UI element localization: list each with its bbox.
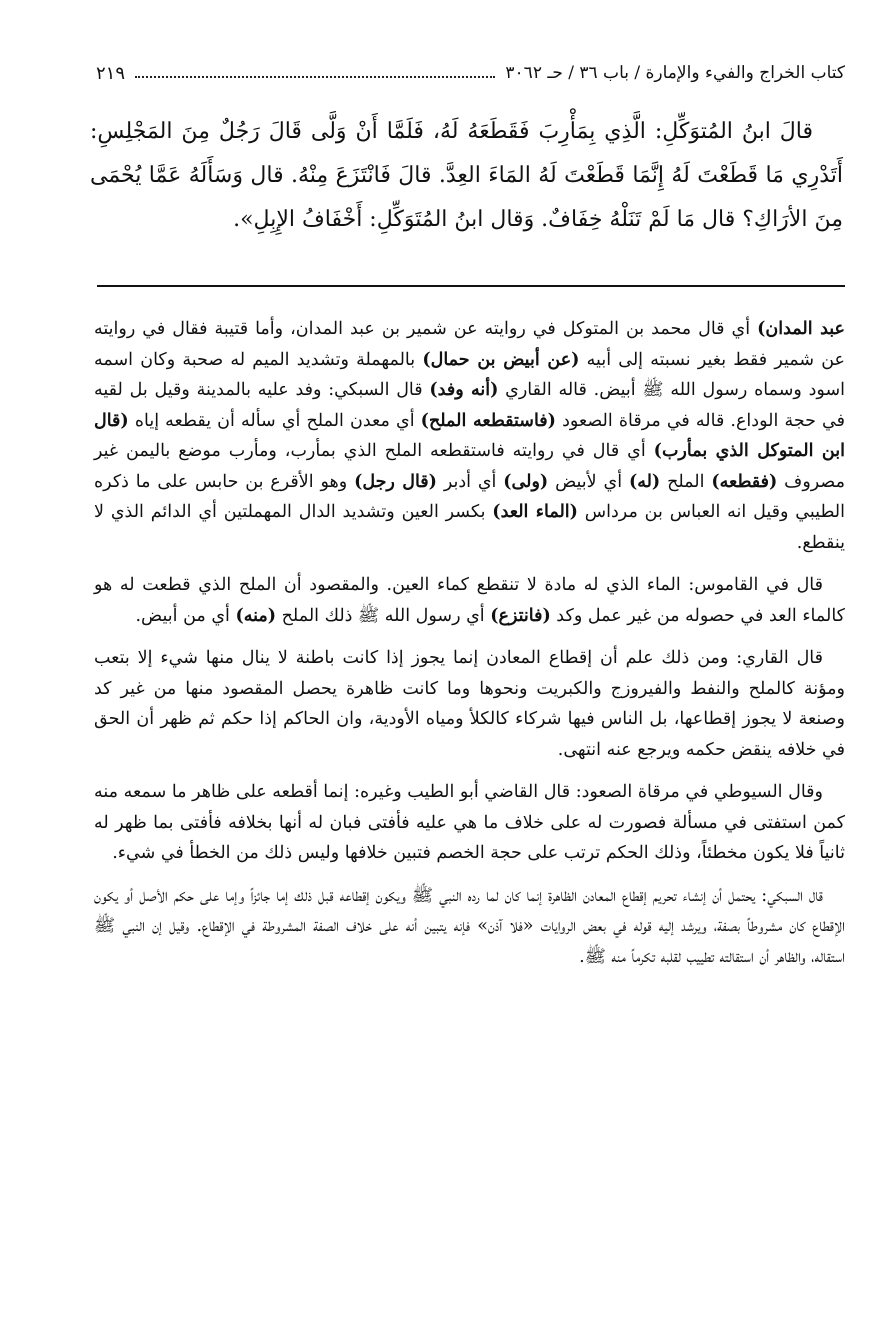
commentary-text: وهو الأقرع بن حابس على ما ذكره الطيبي وقيل انه العباس بن مرداس xyxy=(94,471,845,522)
commentary-paragraph-3: قال القاري: ومن ذلك علم أن إقطاع المعادن إنما يجوز إذا كانت باطنة لا ينال منها شيء إلا بتعب ومؤنة كالملح والنفط والفيروزج والكبريت ونحوها وما كانت ظاهرة يحصل المقصود منها من غير كد وصنعة لا يجوز إقطاعها، بل الناس فيها شركاء كالكلأ ومياه الأودية، وان الحاكم إذا حكم ثم ظهر أن الحق في خلافه ينقض حكمه ويرجع عنه انتهى. xyxy=(94,648,845,760)
bold-term: (قال ابن المتوكل الذي بمأرب) xyxy=(94,410,845,461)
commentary-text: أي رسول الله ﷺ ذلك الملح xyxy=(276,605,491,626)
bold-term: (الماء العد) xyxy=(492,502,578,522)
running-title: كتاب الخراج والفيء والإمارة / باب ٣٦ / حـ ٣٠٦٢ xyxy=(505,63,845,83)
bold-term: (قال رجل) xyxy=(354,471,437,492)
commentary-text: أي أدبر xyxy=(436,471,504,492)
commentary-paragraph-5: قال السبكي: يحتمل أن إنشاء تحريم إقطاع المعادن الظاهرة إنما كان لما رده النبي ﷺ ويكون إقطاعه قبل ذلك إما جائزاً وإما على حكم الأصل أو يكون الإقطاع كان مشروطاً بصفة، ويرشد إليه قوله في بعض الروايات «فلا آذن» فإنه يتبين أنه على خلاف الصفة المشروطة في الإقطاع. وقيل إن النبي ﷺ استقاله، والظاهر أن استقالته تطييب لقلبه تكرماً منه ﷺ. xyxy=(94,885,845,967)
bold-term: (فقطعه) xyxy=(711,471,778,492)
bold-term: (منه) xyxy=(235,605,277,626)
leader-dots xyxy=(135,76,495,78)
hadith-text-block xyxy=(90,110,843,242)
commentary-text: قال السبكي: وفد عليه بالمدينة وقيل بل لقيه في حجة الوداع. قاله في مرقاة الصعود xyxy=(94,380,846,431)
bold-term: (عن أبيض بن حمال) xyxy=(422,349,580,370)
commentary-block xyxy=(94,314,845,984)
commentary-text: أي معدن الملح أي سأله أن يقطعه إياه xyxy=(128,410,421,431)
page-number: ٢١٩ xyxy=(96,62,126,84)
commentary-text: بالمهملة وتشديد الميم له صحبة وكان اسمه اسود وسماه رسول الله ﷺ أبيض. قاله القاري xyxy=(94,349,845,400)
bold-term: (فانتزع) xyxy=(490,605,551,626)
bold-term: (له) xyxy=(628,471,661,492)
commentary-text: أي لأبيض xyxy=(548,471,629,492)
commentary-text: أي قال محمد بن المتوكل في روايته عن شمير بن عبد المدان، وأما قتيبة فقال في روايته عن شمير فقط بغير نسبته إلى أبيه xyxy=(94,319,846,370)
section-divider xyxy=(97,285,845,287)
commentary-text: قال في القاموس: الماء الذي له مادة لا تنقطع كماء العين. والمقصود أن الملح الذي قطعت له هو كالماء العد في حصوله من غير عمل وكد xyxy=(94,575,845,626)
running-header xyxy=(96,56,845,90)
bold-term: (ولى) xyxy=(503,471,549,492)
commentary-text: بكسر العين وتشديد الدال المهملتين أي الدائم الذي لا ينقطع. xyxy=(94,502,845,553)
commentary-text: الملح xyxy=(660,471,712,492)
commentary-paragraph-4: وقال السيوطي في مرقاة الصعود: قال القاضي أبو الطيب وغيره: إنما أقطعه على ظاهر ما سمعه منه كمن استفتى في مسألة فصورت له على خلاف ما هي عليه فأفتى فبان له أنها بخلافه فأفتى بما ظهر له ثانياً فلا يكون مخطئاً، وذلك الحكم ترتب على حجة الخصم فتبين خلافها وليس ذلك من الخطأ في شيء. xyxy=(94,782,845,863)
commentary-paragraph-2 xyxy=(94,570,845,631)
bold-term: عبد المدان) xyxy=(757,319,846,339)
commentary-paragraph-1 xyxy=(94,314,845,558)
hadith-paragraph: قالَ ابنُ المُتوَكِّلِ: الَّذِي بِمَأْرِبَ فَقَطَعَهُ لَهُ، فَلَمَّا أَنْ وَلَّى قَالَ رَجُلٌ مِنَ المَجْلِسِ: أَتَدْرِي مَا قَطَعْتَ لَهُ إِنَّمَا قَطَعْتَ لَهُ المَاءَ العِدَّ. قالَ فَانْتَزَعَ مِنْهُ. قال وَسَأَلَهُ عَمَّا يُحْمَى مِنَ الأرَاكِ؟ قال مَا لَمْ تَنَلْهُ خِفَافٌ. وَقال ابنُ المُتَوَكِّلِ: أَخْفَافُ الإِبِلِ». xyxy=(90,119,843,232)
bold-term: (فاستقطعه الملح) xyxy=(420,410,556,431)
bold-term: (أنه وفد) xyxy=(429,380,499,400)
commentary-text: أي قال في روايته فاستقطعه الملح الذي بمأرب، ومأرب موضع باليمن غير مصروف xyxy=(94,441,845,492)
commentary-text: أي من أبيض. xyxy=(135,605,236,626)
